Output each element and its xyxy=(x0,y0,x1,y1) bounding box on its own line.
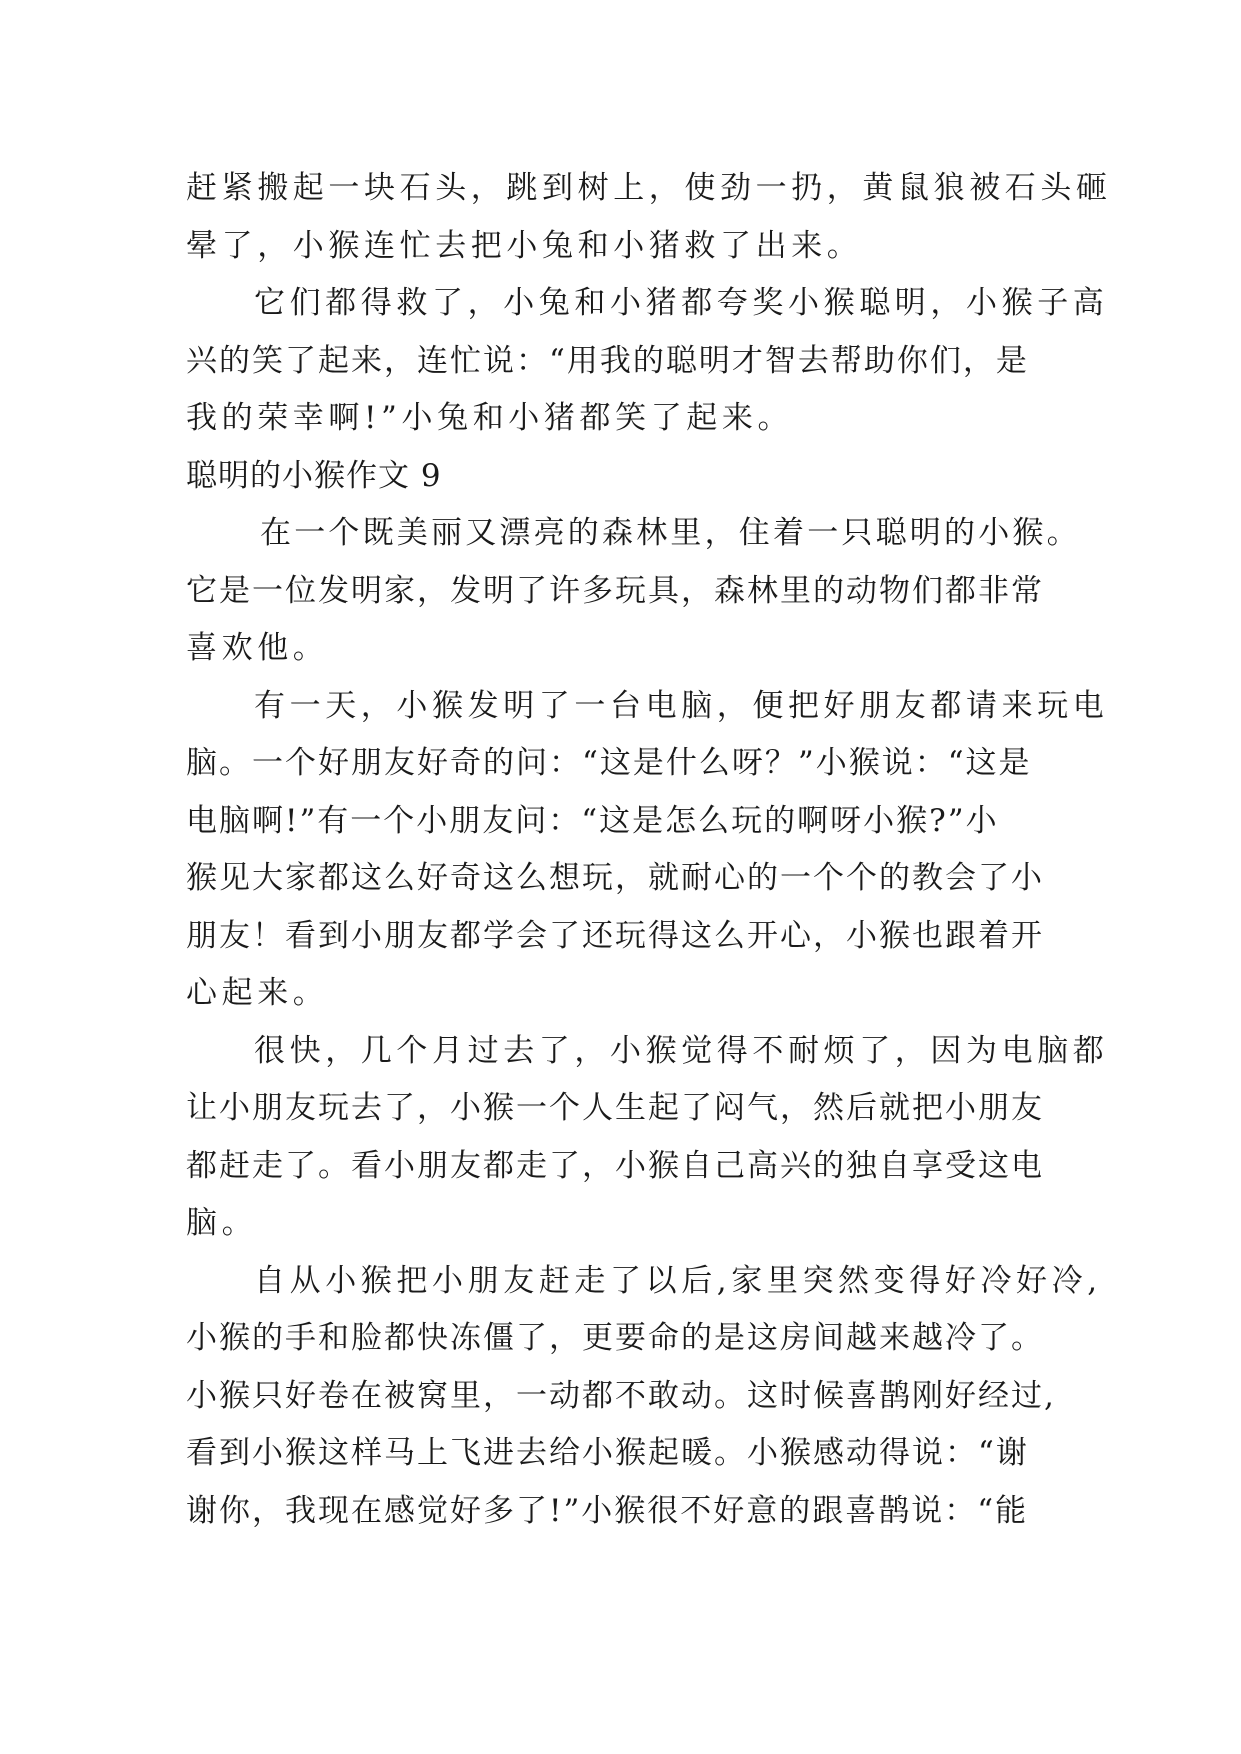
text-line: 朋友！看到小朋友都学会了还玩得这么开心，小猴也跟着开 xyxy=(186,917,1044,954)
paragraph-first-line: 它们都得救了，小兔和小猪都夸奖小猴聪明，小猴子高 xyxy=(254,285,1109,321)
paragraph-first-line: 很快，几个月过去了，小猴觉得不耐烦了，因为电脑都 xyxy=(254,1032,1109,1069)
text-line: 赶紧搬起一块石头，跳到树上，使劲一扔，黄鼠狼被石头砸 xyxy=(186,170,1112,206)
text-line: 脑。一个好朋友好奇的问：“这是什么呀？”小猴说：“这是 xyxy=(186,745,1032,781)
section-heading: 聪明的小猴作文 9 xyxy=(186,457,442,494)
text-line: 看到小猴这样马上飞进去给小猴起暖。小猴感动得说：“谢 xyxy=(186,1435,1029,1471)
text-line: 小猴的手和脸都快冻僵了，更要命的是这房间越来越冷了。 xyxy=(186,1320,1044,1356)
paragraph-first-line: 有一天，小猴发明了一台电脑，便把好朋友都请来玩电 xyxy=(254,687,1109,724)
text-line: 都赶走了。看小朋友都走了，小猴自己高兴的独自享受这电 xyxy=(186,1147,1044,1184)
text-line: 猴见大家都这么好奇这么想玩，就耐心的一个个的教会了小 xyxy=(186,860,1044,896)
text-line: 心起来。 xyxy=(186,975,329,1011)
paragraph-first-line: 自从小猴把小朋友赶走了以后,家里突然变得好冷好冷, xyxy=(254,1262,1102,1299)
text-line: 让小朋友玩去了，小猴一个人生起了闷气，然后就把小朋友 xyxy=(186,1090,1044,1126)
text-line: 它是一位发明家，发明了许多玩具，森林里的动物们都非常 xyxy=(186,572,1044,609)
text-line: 谢你，我现在感觉好多了!”小猴很不好意的跟喜鹊说：“能 xyxy=(186,1492,1029,1529)
text-line: 喜欢他。 xyxy=(186,630,329,666)
text-line: 电脑啊!”有一个小朋友问：“这是怎么玩的啊呀小猴?”小 xyxy=(186,802,999,839)
text-line: 我的荣幸啊!”小兔和小猪都笑了起来。 xyxy=(186,400,794,436)
text-line: 兴的笑了起来，连忙说：“用我的聪明才智去帮助你们，是 xyxy=(186,342,1029,379)
text-line: 脑。 xyxy=(186,1205,258,1241)
essay-text xyxy=(186,160,1112,1540)
text-line: 晕了，小猴连忙去把小兔和小猪救了出来。 xyxy=(186,227,863,264)
text-line: 小猴只好卷在被窝里，一动都不敢动。这时候喜鹊刚好经过, xyxy=(186,1377,1056,1414)
paragraph-first-line: 在一个既美丽又漂亮的森林里，住着一只聪明的小猴。 xyxy=(260,515,1081,551)
